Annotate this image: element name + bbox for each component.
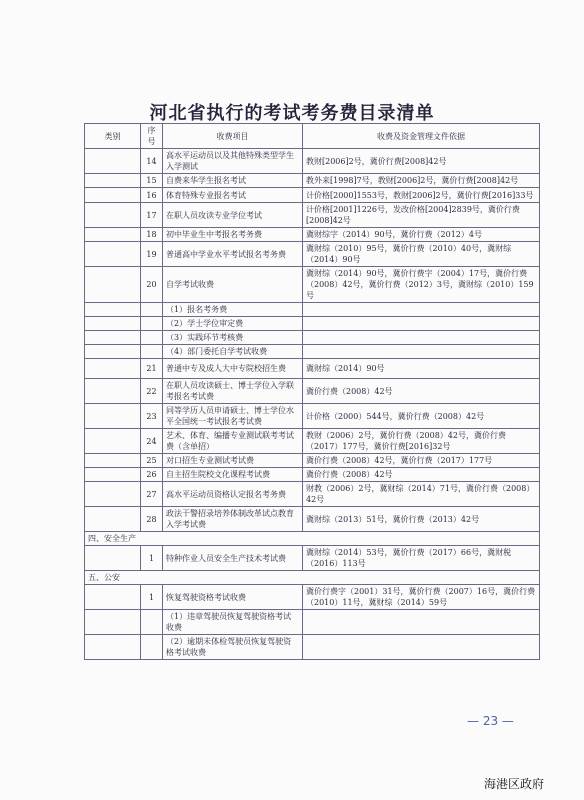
item-cell: 高水平运动员以及其他特殊类型学生入学测试	[163, 149, 303, 174]
basis-cell	[303, 331, 540, 345]
header-item: 收费项目	[163, 124, 303, 149]
item-cell: 艺术、体育、编播专业测试联考考试费（含单招）	[163, 429, 303, 454]
item-cell: 恢复驾驶资格考试收费	[163, 585, 303, 610]
category-cell	[85, 610, 141, 635]
basis-cell: 计价格[2000]1553号，教财[2006]2号，冀价行费[2016]33号	[303, 188, 540, 203]
item-cell: （1）违章驾驶员恢复驾驶资格考试收费	[163, 610, 303, 635]
table-row	[85, 359, 540, 379]
item-cell: （1）报名考务费	[163, 303, 303, 317]
item-cell: 体育特殊专业报名考试	[163, 188, 303, 203]
seq-cell: 22	[141, 379, 163, 404]
watermark-label: 海港区政府	[484, 777, 545, 791]
basis-cell: 冀财综（2014）90号	[303, 359, 540, 379]
item-cell: 自费来华学生报名考试	[163, 174, 303, 188]
table-row	[85, 317, 540, 331]
seq-cell: 17	[141, 203, 163, 228]
table-row	[85, 585, 540, 610]
fee-table-body	[85, 149, 540, 660]
category-cell	[85, 507, 141, 532]
table-row	[85, 404, 540, 429]
item-cell: 政法干警招录培养体制改革试点教育入学考试费	[163, 507, 303, 532]
table-row	[85, 429, 540, 454]
seq-cell: 1	[141, 546, 163, 571]
table-row	[85, 149, 540, 174]
category-cell	[85, 429, 141, 454]
table-row	[85, 228, 540, 242]
seq-cell: 1	[141, 585, 163, 610]
seq-cell: 19	[141, 242, 163, 267]
page-number: — 23 —	[467, 714, 514, 728]
item-cell: 初中毕业生中考报名考务费	[163, 228, 303, 242]
basis-cell: 冀价行费（2008）42号	[303, 379, 540, 404]
table-row	[85, 379, 540, 404]
category-cell	[85, 359, 141, 379]
section-heading: 四、安全生产	[85, 532, 540, 546]
item-cell: （4）部门委托自学考试收费	[163, 345, 303, 359]
fee-table	[84, 123, 540, 660]
category-cell	[85, 174, 141, 188]
basis-cell: 冀财综（2014）53号，冀价行费（2017）66号，冀财税（2016）113号	[303, 546, 540, 571]
seq-cell	[141, 331, 163, 345]
basis-cell: 财教（2006）2号，冀财综（2014）71号，冀价行费（2008）42号	[303, 482, 540, 507]
category-cell	[85, 203, 141, 228]
table-row	[85, 303, 540, 317]
category-cell	[85, 635, 141, 660]
item-cell: 特种作业人员安全生产技术考试费	[163, 546, 303, 571]
table-row	[85, 482, 540, 507]
seq-cell: 24	[141, 429, 163, 454]
basis-cell	[303, 610, 540, 635]
category-cell	[85, 546, 141, 571]
table-row	[85, 331, 540, 345]
basis-cell	[303, 317, 540, 331]
item-cell: 普通中专及成人大中专院校招生费	[163, 359, 303, 379]
seq-cell	[141, 303, 163, 317]
document-title: 河北省执行的考试考务费目录清单	[149, 103, 435, 124]
table-row	[85, 546, 540, 571]
seq-cell: 16	[141, 188, 163, 203]
table-row	[85, 203, 540, 228]
table-row	[85, 188, 540, 203]
seq-cell: 20	[141, 267, 163, 303]
seq-cell: 21	[141, 359, 163, 379]
category-cell	[85, 468, 141, 482]
basis-cell: 冀价行费（2008）42号，冀价行费（2017）177号	[303, 454, 540, 468]
table-row	[85, 345, 540, 359]
item-cell: 对口招生专业测试考试费	[163, 454, 303, 468]
table-row	[85, 610, 540, 635]
item-cell: 高水平运动员资格认定报名考务费	[163, 482, 303, 507]
table-row	[85, 635, 540, 660]
category-cell	[85, 482, 141, 507]
basis-cell: 冀价行费字（2001）31号，冀价行费（2007）16号，冀价行费（2010）11号，冀财综（2014）59号	[303, 585, 540, 610]
seq-cell	[141, 635, 163, 660]
basis-cell	[303, 635, 540, 660]
basis-cell: 冀价行费（2008）42号	[303, 468, 540, 482]
category-cell	[85, 317, 141, 331]
basis-cell: 计价格[2001]1226号，发改价格[2004]2839号，冀价行费[2008]42号	[303, 203, 540, 228]
header-seq: 序号	[141, 124, 163, 149]
table-row	[85, 507, 540, 532]
category-cell	[85, 228, 141, 242]
seq-cell: 27	[141, 482, 163, 507]
seq-cell	[141, 610, 163, 635]
basis-cell: 教外来[1998]7号，教财[2006]2号，冀价行费[2008]42号	[303, 174, 540, 188]
table-row	[85, 174, 540, 188]
item-cell: 自主招生院校文化课程考试费	[163, 468, 303, 482]
category-cell	[85, 188, 141, 203]
table-row	[85, 242, 540, 267]
section-heading: 五、公安	[85, 571, 540, 585]
seq-cell: 25	[141, 454, 163, 468]
table-row	[85, 267, 540, 303]
basis-cell: 教财（2006）2号，冀价行费（2008）42号，冀价行费（2017）177号，冀价行费[2016]32号	[303, 429, 540, 454]
seq-cell: 26	[141, 468, 163, 482]
item-cell: （3）实践环节考核费	[163, 331, 303, 345]
table-row	[85, 454, 540, 468]
category-cell	[85, 331, 141, 345]
category-cell	[85, 379, 141, 404]
basis-cell: 计价格（2000）544号，冀价行费（2008）42号	[303, 404, 540, 429]
header-category: 类别	[85, 124, 141, 149]
category-cell	[85, 149, 141, 174]
seq-cell	[141, 317, 163, 331]
category-cell	[85, 267, 141, 303]
basis-cell: 冀财综（2010）95号，冀价行费（2010）40号，冀财综（2014）90号	[303, 242, 540, 267]
item-cell: 同等学历人员申请硕士、博士学位水平全国统一考试报名考试费	[163, 404, 303, 429]
item-cell: 在职人员攻读硕士、博士学位入学联考报名考试费	[163, 379, 303, 404]
item-cell: （2）学士学位审定费	[163, 317, 303, 331]
table-section-row	[85, 532, 540, 546]
category-cell	[85, 345, 141, 359]
header-basis: 收费及资金管理文件依据	[303, 124, 540, 149]
seq-cell: 28	[141, 507, 163, 532]
category-cell	[85, 242, 141, 267]
category-cell	[85, 585, 141, 610]
item-cell: 普通高中学业水平考试报名考务费	[163, 242, 303, 267]
item-cell: （2）逾期未体检驾驶员恢复驾驶资格考试收费	[163, 635, 303, 660]
category-cell	[85, 404, 141, 429]
category-cell	[85, 303, 141, 317]
seq-cell: 15	[141, 174, 163, 188]
seq-cell: 18	[141, 228, 163, 242]
item-cell: 在职人员攻读专业学位考试	[163, 203, 303, 228]
basis-cell: 教财[2006]2号，冀价行费[2008]42号	[303, 149, 540, 174]
basis-cell: 冀财综字（2014）90号，冀价行费（2012）4号	[303, 228, 540, 242]
table-header-row	[85, 124, 540, 149]
seq-cell: 14	[141, 149, 163, 174]
table-row	[85, 468, 540, 482]
basis-cell	[303, 345, 540, 359]
seq-cell: 23	[141, 404, 163, 429]
basis-cell: 冀财综（2013）51号，冀价行费（2013）42号	[303, 507, 540, 532]
category-cell	[85, 454, 141, 468]
seq-cell	[141, 345, 163, 359]
item-cell: 自学考试收费	[163, 267, 303, 303]
basis-cell	[303, 303, 540, 317]
table-section-row	[85, 571, 540, 585]
basis-cell: 冀财综（2014）90号，冀价行费字（2004）17号，冀价行费（2008）42号，冀价行费（2012）3号，冀财综（2010）159号	[303, 267, 540, 303]
